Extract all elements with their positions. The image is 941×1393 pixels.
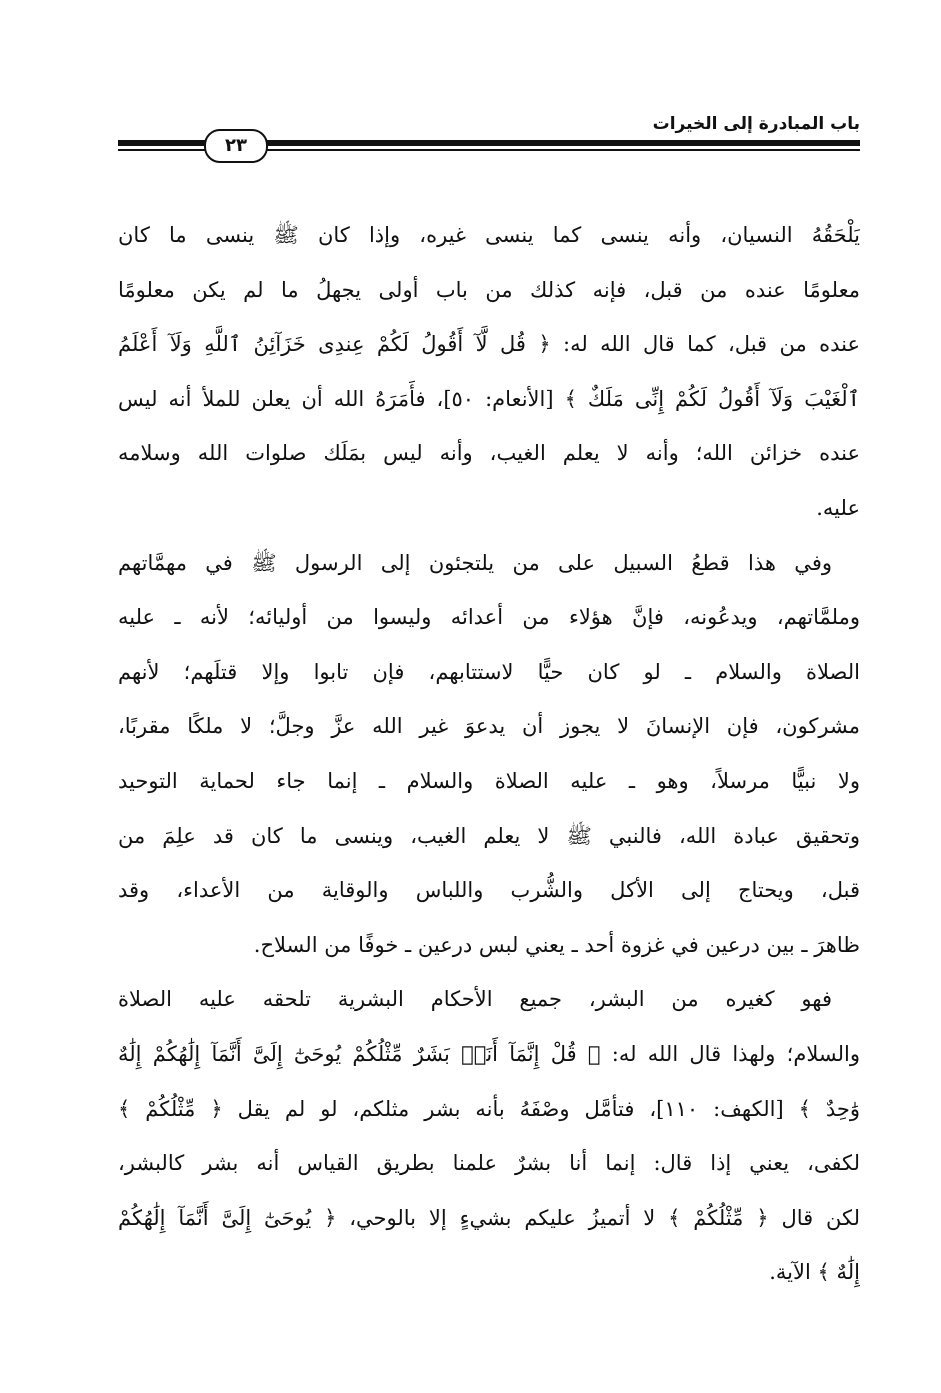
text-line: ولا نبيًّا مرسلاً، وهو ـ عليه الصلاة والسلام ـ إنما جاء لحماية التوحيد: [118, 768, 860, 793]
text-line: الصلاة والسلام ـ لو كان حيًّا لاستتابهم، فإن تابوا وإلا قتلَهم؛ لأنهم: [118, 659, 860, 684]
text-line: مشركون، فإن الإنسانَ لا يجوز أن يدعوَ غير الله عزَّ وجلَّ؛ لا ملكًا مقربًا،: [118, 714, 860, 739]
text-line: معلومًا عنده من قبل، فإنه كذلك من باب أولى يجهلُ ما لم يكن معلومًا: [118, 277, 860, 302]
text-line: وملمَّاتهم، ويدعُونه، فإنَّ هؤلاء من أعدائه وليسوا من أوليائه؛ لأنه ـ عليه: [118, 605, 860, 630]
text-line: وتحقيق عبادة الله، فالنبي ﷺ لا يعلم الغيب، وينسى ما كان قد علِمَ من: [118, 823, 860, 848]
text-line: وَٰحِدٌ ﴾ [الكهف: ١١٠]، فتأمَّل وصْفَهُ بأنه بشر مثلكم، لو لم يقل ﴿ مِّثْلُكُمْ ﴾: [118, 1096, 860, 1121]
text-line: عليه.: [816, 495, 860, 520]
text-line: عنده خزائن الله؛ وأنه لا يعلم الغيب، وأنه ليس بمَلَك صلوات الله وسلامه: [118, 441, 860, 466]
text-line: لكن قال ﴿ مِّثْلُكُمْ ﴾ لا أتميزُ عليكم بشيءٍ إلا بالوحي، ﴿ يُوحَىٰٓ إِلَىَّ أَنَّمَآ إِلَٰهُكُمْ: [118, 1205, 860, 1230]
page-number: ٢٣: [204, 129, 268, 163]
body-text: [118, 208, 860, 1300]
text-line: فهو كغيره من البشر، جميع الأحكام البشرية تلحقه عليه الصلاة: [118, 987, 832, 1012]
text-line: قبل، ويحتاج إلى الأكل والشُّرب واللباس والوقاية من الأعداء، وقد: [118, 878, 860, 903]
text-line: لكفى، يعني إذا قال: إنما أنا بشرٌ علمنا بطريق القياس أنه بشر كالبشر،: [118, 1151, 860, 1176]
text-line: يَلْحَقُهُ النسيان، وأنه ينسى كما ينسى غيره، وإذا كان ﷺ ينسى ما كان: [118, 223, 860, 247]
text-line: إِلَٰهٌ ﴾ الآية.: [769, 1260, 860, 1285]
text-line: والسلام؛ ولهذا قال الله له: ﴿ قُلْ إِنَّمَآ أَنَا۠ بَشَرٌ مِّثْلُكُمْ يُوحَىٰٓ إِلَىَّ أَنَّمَآ إِلَٰهُكُمْ إِلَٰهٌ: [118, 1041, 860, 1066]
running-title: باب المبادرة إلى الخيرات: [652, 114, 860, 134]
text-line: ٱلْغَيْبَ وَلَآ أَقُولُ لَكُمْ إِنِّى مَلَكٌ ﴾ [الأنعام: ٥٠]، فأَمَرَهُ الله أن يعلن للملأ أنه ليس: [118, 386, 860, 411]
text-line: ظاهرَ ـ بين درعين في غزوة أحد ـ يعني لبس درعين ـ خوفًا من السلاح.: [253, 932, 860, 957]
text-line: وفي هذا قطعُ السبيل على من يلتجئون إلى الرسول ﷺ في مهمَّاتهم: [118, 550, 832, 575]
text-line: عنده من قبل، كما قال الله له: ﴿ قُل لَّآ أَقُولُ لَكُمْ عِندِى خَزَآئِنُ ٱللَّهِ وَلَآ أَعْلَمُ: [118, 332, 860, 357]
page-header: [118, 108, 860, 168]
